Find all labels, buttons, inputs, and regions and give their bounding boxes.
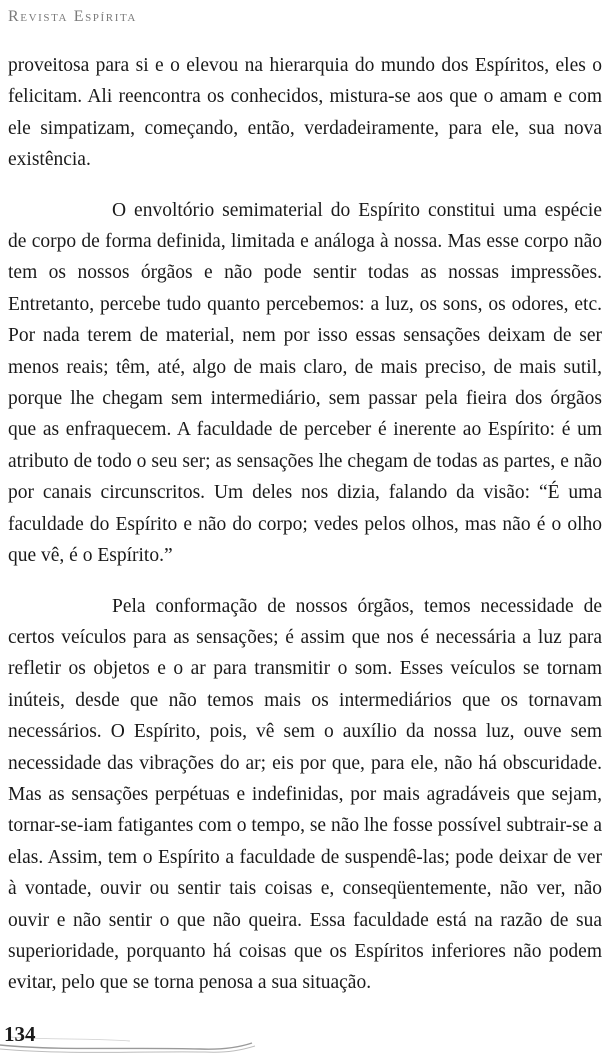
page-number: 134 xyxy=(4,1022,36,1046)
paragraph-envoltorio: O envoltório semimaterial do Espírito constitui uma espécie de corpo de forma definida, limitada e análoga à nossa. Mas esse corpo não tem os nossos órgãos e não pode sentir todas as nossas impressões. Entretanto, percebe tudo quanto percebemos: a luz, os sons, os odores, etc. Por nada terem de material, nem por isso essas sensações deixam de ser menos reais; têm, até, algo de mais claro, de mais preciso, de mais sutil, porque lhe chegam sem intermediário, sem passar pela fieira dos órgãos que as enfraquecem. A faculdade de perceber é inerente ao Espírito: é um atributo de todo o seu ser; as sensações lhe chegam de todas as partes, e não por canais circunscritos. Um deles nos dizia, falando da visão: “É uma faculdade do Espírito e não do corpo; vedes pelos olhos, mas não é o olho que vê, é o Espírito.” xyxy=(8,199,602,567)
running-header: Revista Espírita xyxy=(8,8,137,25)
text-body xyxy=(8,50,602,1018)
decorative-swoosh-icon xyxy=(0,1007,260,1057)
page-footer xyxy=(0,1007,608,1057)
paragraph-conformacao: Pela conformação de nossos órgãos, temos necessidade de certos veículos para as sensações; é assim que nos é necessária a luz para refletir os objetos e o ar para transmitir o som. Esses veículos se tornam inúteis, desde que não temos mais os intermediários que os tornavam necessários. O Espírito, pois, vê sem o auxílio da nossa luz, ouve sem necessidade das vibrações do ar; eis por que, para ele, não há obscuridade. Mas as sensações perpétuas e indefinidas, por mais agradáveis que sejam, tornar-se-iam fatigantes com o tempo, se não lhe fosse possível subtrair-se a elas. Assim, tem o Espírito a faculdade de suspendê-las; pode deixar de ver à vontade, ouvir ou sentir tais coisas e, conseqüentemente, não ver, não ouvir e não sentir o que não queira. Essa faculdade está na razão de sua superioridade, porquanto há coisas que os Espíritos inferiores não podem evitar, pelo que se torna penosa a sua situação. xyxy=(8,595,602,994)
paragraph-continuation: proveitosa para si e o elevou na hierarquia do mundo dos Espíritos, eles o felicitam. Ali reencontra os conhecidos, mistura-se aos que o amam e com ele simpatizam, começando, então, verdadeiramente, para ele, sua nova existência. xyxy=(8,55,602,171)
